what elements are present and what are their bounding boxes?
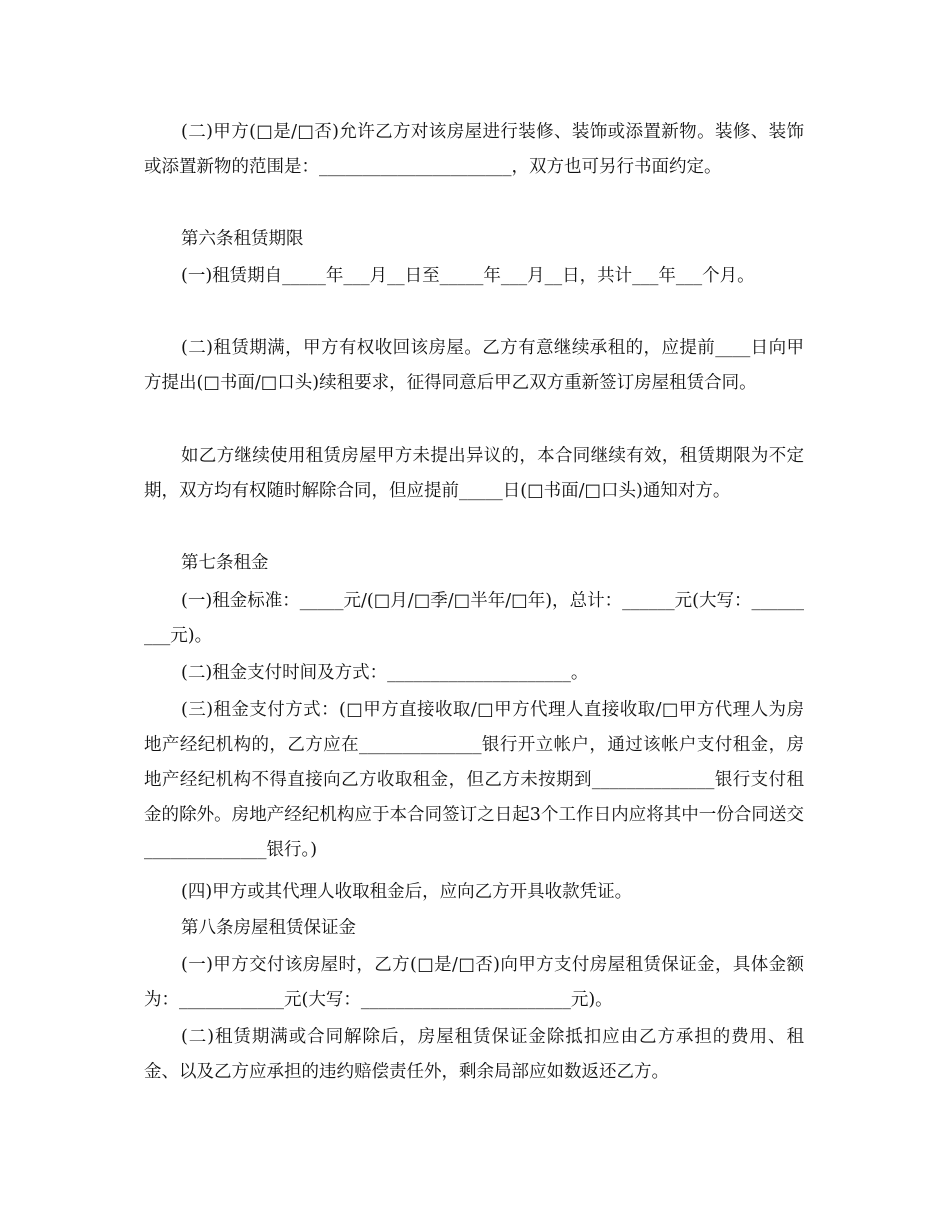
clause-7-1-rent-standard: (一)租金标准：_____元/(□月/□季/□半年/□年)，总计：______元(大写：_________元)。 [144,591,804,646]
clause-7-4-receipt: (四)甲方或其代理人收取租金后，应向乙方开具收款凭证。 [181,882,633,902]
clause-6-continued-use: 如乙方继续使用租赁房屋甲方未提出异议的，本合同继续有效，租赁期限为不定期，双方均有权随时解除合同，但应提前_____日(□书面/□口头)通知对方。 [144,446,804,501]
clause-8-2-deposit-return: (二)租赁期满或合同解除后，房屋租赁保证金除抵扣应由乙方承担的费用、租金、以及乙方应承担的违约赔偿责任外，剩余局部应如数返还乙方。 [144,1027,804,1082]
clause-7-2-payment-time: (二)租金支付时间及方式：_____________________。 [181,663,589,683]
clause-6-1-lease-term: (一)租赁期自_____年___月__日至_____年___月__日，共计___年___个月。 [181,266,755,286]
clause-7-3-payment-method: (三)租金支付方式：(□甲方直接收取/□甲方代理人直接收取/□甲方代理人为房地产经纪机构的，乙方应在______________银行开立帐户，通过该帐户支付租金，房地产经纪机构不得直接向乙方收取租金，但乙方未按期到______________银行支付租金的除外。房地产经纪机构应于本合同签订之日起3个工作日内应将其中一份合同送交______________银行。) [144,700,804,860]
article-8-heading: 第八条房屋租赁保证金 [181,918,356,938]
clause-5-2-renovation: (二)甲方(□是/□否)允许乙方对该房屋进行装修、装饰或添置新物。装修、装饰或添置新物的范围是：______________________，双方也可另行书面约定。 [144,122,804,177]
clause-8-1-deposit: (一)甲方交付该房屋时，乙方(□是/□否)向甲方支付房屋租赁保证金，具体金额为：____________元(大写：________________________元)。 [144,955,804,1010]
article-7-heading: 第七条租金 [181,553,269,573]
clause-6-2-lease-renewal: (二)租赁期满，甲方有权收回该房屋。乙方有意继续承租的，应提前____日向甲方提出(□书面/□口头)续租要求，征得同意后甲乙双方重新签订房屋租赁合同。 [144,338,804,393]
article-6-heading: 第六条租赁期限 [181,229,304,249]
